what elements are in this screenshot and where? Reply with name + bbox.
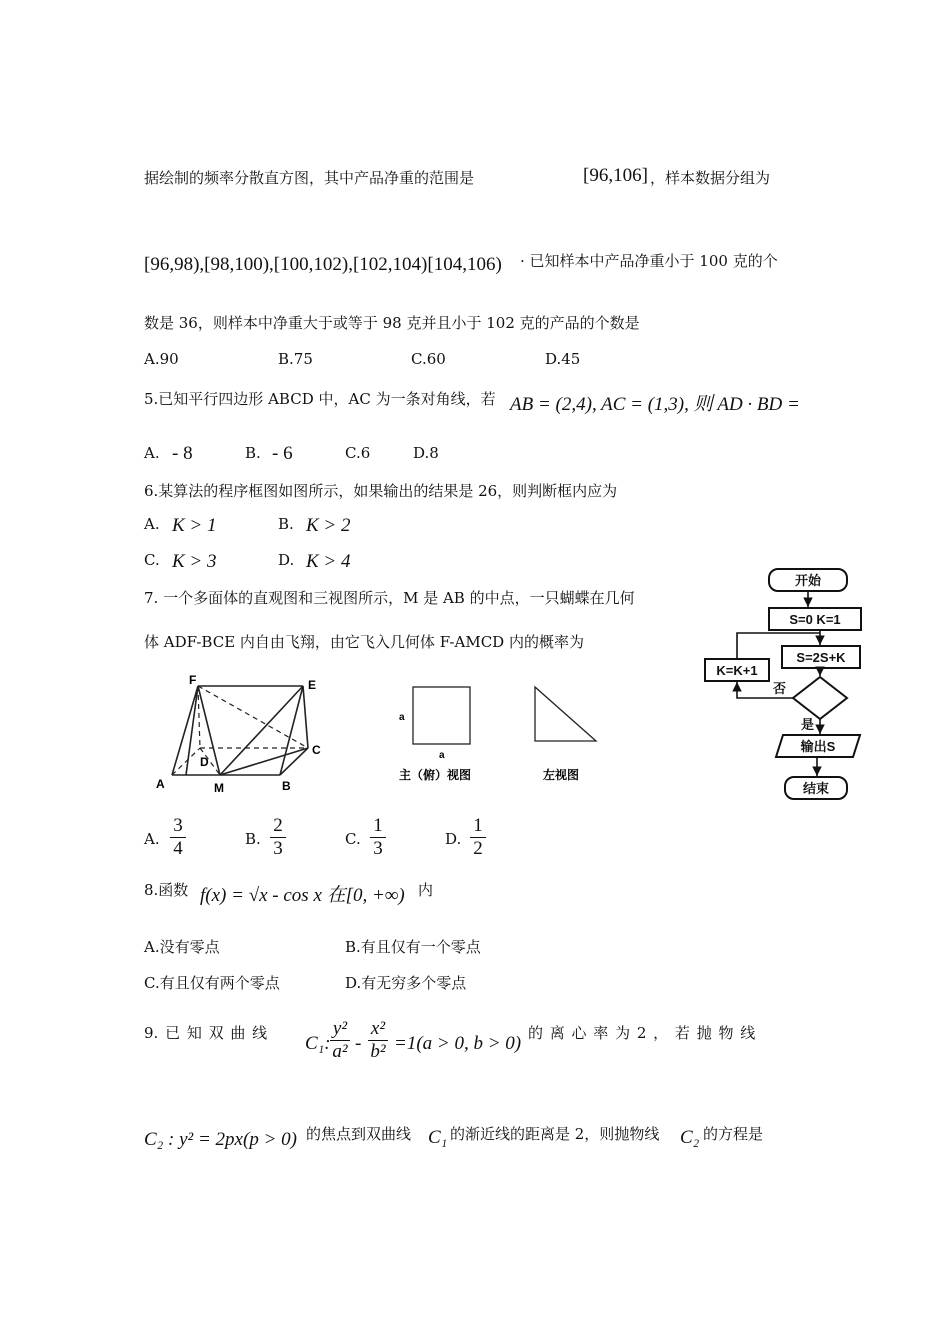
q7-option-c-fraction xyxy=(368,815,388,860)
q4-line1: 据绘制的频率分散直方图，其中产品净重的范围是 xyxy=(144,169,475,187)
q4-option-b: B.75 xyxy=(278,350,313,368)
flow-no-label: 否 xyxy=(773,681,787,696)
q9-tail1: 的 离 心 率 为 2 ， 若 抛 物 线 xyxy=(528,1024,756,1042)
q7-option-d-numerator: 1 xyxy=(473,815,483,836)
q7-option-b-fraction xyxy=(268,815,288,860)
q9-stem: 9. 已 知 双 曲 线 xyxy=(144,1024,268,1042)
q7-option-c-numerator: 1 xyxy=(373,815,383,836)
q7-option-a-label: A. xyxy=(144,830,160,848)
q8-option-b: B.有且仅有一个零点 xyxy=(345,938,481,956)
q8-stem: 8.函数 xyxy=(144,881,189,899)
q9-fraction-2-numerator: x² xyxy=(370,1018,386,1039)
vertex-label-c: C xyxy=(312,743,321,757)
q7-option-b-label: B. xyxy=(245,830,261,848)
q6-stem: 6.某算法的程序框图如图所示，如果输出的结果是 26，则判断框内应为 xyxy=(144,482,618,500)
q8-option-c: C.有且仅有两个零点 xyxy=(144,974,280,992)
side-view-caption: 左视图 xyxy=(543,768,580,782)
front-view-diagram xyxy=(395,682,490,784)
q4-line1-tail: ，样本数据分组为 xyxy=(650,169,771,187)
q6-option-b-value: K > 2 xyxy=(306,515,351,536)
q6-option-a-label: A. xyxy=(144,515,160,533)
flow-increment-text: K=K+1 xyxy=(716,663,758,678)
q6-option-c-value: K > 3 xyxy=(172,551,217,572)
q7-option-c-label: C. xyxy=(345,830,361,848)
q6-option-d-label: D. xyxy=(278,551,295,569)
q4-groups: [96,98),[98,100),[100,102),[102,104)[104,106) xyxy=(144,254,502,275)
q5-formula: AB = (2,4), AC = (1,3), 则 AD · BD = xyxy=(510,394,800,415)
q7-option-d-label: D. xyxy=(445,830,462,848)
front-view-bottom-label: a xyxy=(439,750,445,761)
vertex-label-m: M xyxy=(214,781,224,795)
q9-condition: =1(a > 0, b > 0) xyxy=(394,1033,522,1054)
q7-option-b-denominator: 3 xyxy=(273,838,283,859)
q5-stem: 5.已知平行四边形 ABCD 中，AC 为一条对角线，若 xyxy=(144,390,496,408)
q9-c2-formula: C₂ : y² = 2px(p > 0) xyxy=(144,1129,297,1150)
q9-fraction-1-numerator: y² xyxy=(332,1018,348,1039)
q9-c1-label: C₁: xyxy=(305,1033,331,1054)
q5-option-d: D.8 xyxy=(413,444,439,462)
flow-end-text: 结束 xyxy=(802,781,830,796)
q5-option-b-value: - 6 xyxy=(272,443,293,464)
q7-option-a-denominator: 4 xyxy=(173,838,183,859)
q6-option-a-value: K > 1 xyxy=(172,515,217,536)
q7-option-a-fraction xyxy=(168,815,188,860)
polyhedron-diagram xyxy=(150,670,340,795)
q9-minus-sign: - xyxy=(355,1033,362,1054)
q8-option-a: A.没有零点 xyxy=(144,938,220,956)
q7-option-d-fraction xyxy=(468,815,488,860)
q7-option-b-numerator: 2 xyxy=(273,815,283,836)
q9-fraction-1-denominator: a² xyxy=(332,1041,348,1062)
q7-option-d-denominator: 2 xyxy=(473,838,483,859)
q9-c1-symbol: C₁ xyxy=(428,1127,448,1148)
q9-fraction-2 xyxy=(366,1018,390,1063)
q9-fraction-2-denominator: b² xyxy=(370,1041,386,1062)
q7-stem-line2: 体 ADF-BCE 内自由飞翔，由它飞入几何体 F-AMCD 内的概率为 xyxy=(144,633,584,651)
q6-option-c-label: C. xyxy=(144,551,160,569)
flow-update-text: S=2S+K xyxy=(796,650,846,665)
flowchart-diagram xyxy=(695,563,880,805)
q4-line3: 数是 36，则样本中净重大于或等于 98 克并且小于 102 克的产品的个数是 xyxy=(144,314,640,332)
q9-line2-mid2: 的渐近线的距离是 2，则抛物线 xyxy=(450,1125,660,1143)
q7-option-c-denominator: 3 xyxy=(373,838,383,859)
q8-option-d: D.有无穷多个零点 xyxy=(345,974,467,992)
vertex-label-e: E xyxy=(308,678,317,692)
q6-option-d-value: K > 4 xyxy=(306,551,351,572)
flow-start-text: 开始 xyxy=(794,573,822,588)
side-view-diagram xyxy=(525,682,605,784)
front-view-caption: 主（俯）视图 xyxy=(399,768,472,782)
q7-option-a-numerator: 3 xyxy=(173,815,183,836)
q4-option-a: A.90 xyxy=(144,350,179,368)
q4-line2-tail: · 已知样本中产品净重小于 100 克的个 xyxy=(520,252,778,270)
vertex-label-d: D xyxy=(200,755,209,769)
q4-option-d: D.45 xyxy=(545,350,581,368)
q9-c2-symbol: C₂ xyxy=(680,1127,700,1148)
flow-output-text: 输出S xyxy=(800,739,836,754)
q8-tail: 内 xyxy=(418,881,434,899)
vertex-label-a: A xyxy=(156,777,165,791)
q9-line2-mid: 的焦点到双曲线 xyxy=(306,1125,412,1143)
q5-option-a-value: - 8 xyxy=(172,443,193,464)
q9-fraction-1 xyxy=(328,1018,352,1063)
q6-option-b-label: B. xyxy=(278,515,294,533)
q5-option-c: C.6 xyxy=(345,444,371,462)
vertex-label-f: F xyxy=(189,673,197,687)
flow-init-text: S=0 K=1 xyxy=(789,612,841,627)
q5-option-b-label: B. xyxy=(245,444,261,462)
flow-decision-diamond xyxy=(793,677,847,719)
front-view-side-label: a xyxy=(399,712,405,723)
q8-formula: f(x) = √x - cos x 在[0, +∞) xyxy=(200,885,405,906)
flow-yes-label: 是 xyxy=(801,717,815,732)
q4-option-c: C.60 xyxy=(411,350,446,368)
q7-stem-line1: 7. 一个多面体的直观图和三视图所示，M 是 AB 的中点，一只蝴蝶在几何 xyxy=(144,589,635,607)
q5-option-a-label: A. xyxy=(144,444,160,462)
q9-line2-tail: 的方程是 xyxy=(703,1125,764,1143)
q4-range: [96,106] xyxy=(583,165,648,186)
vertex-label-b: B xyxy=(282,779,291,793)
